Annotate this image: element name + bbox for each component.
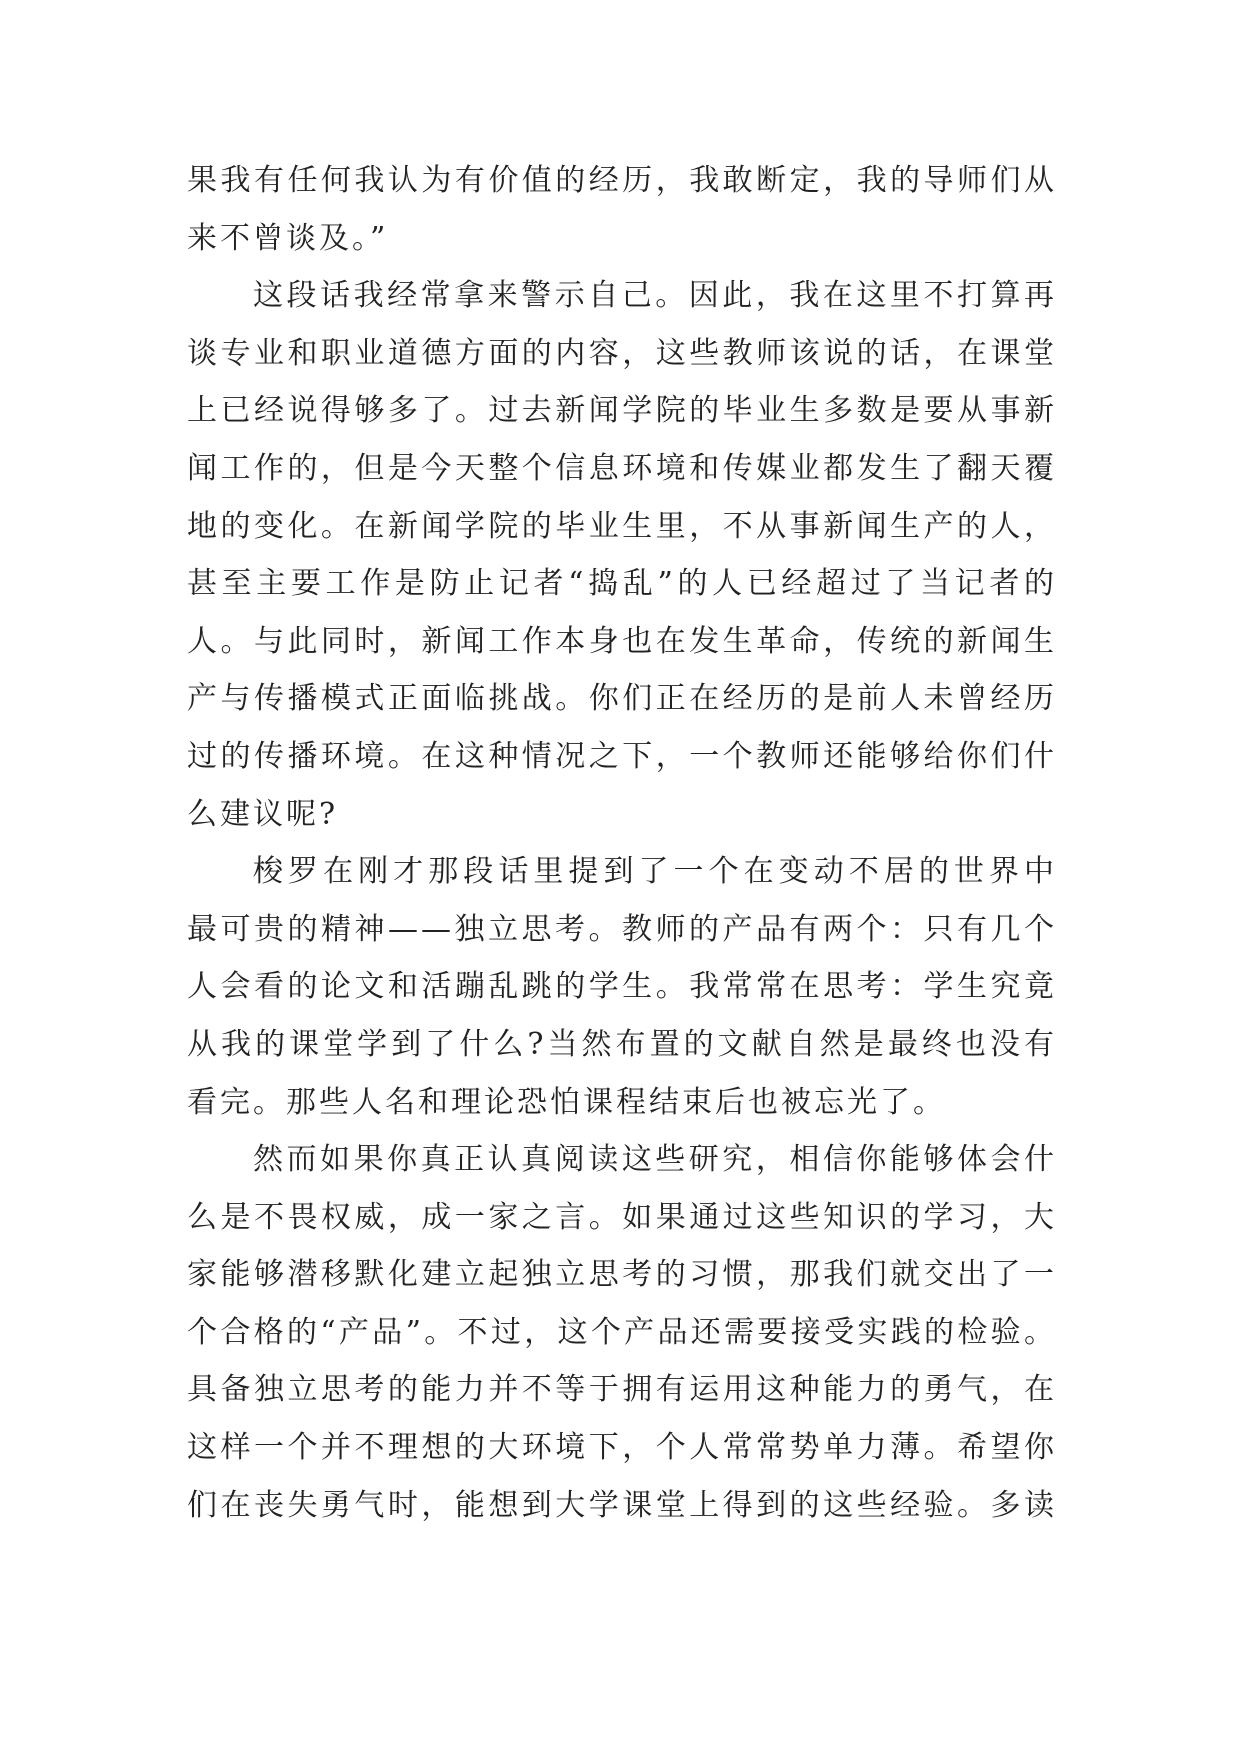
text-line: 果我有任何我认为有价值的经历，我敢断定，我的导师们从 (187, 163, 1057, 198)
text-line: 看完。那些人名和理论恐怕课程结束后也被忘光了。 (187, 1084, 946, 1120)
text-line: 来不曾谈及。” (187, 220, 389, 256)
text-line: 最可贵的精神——独立思考。教师的产品有两个：只有几个 (187, 911, 1057, 947)
text-line: 个合格的“产品”。不过，这个产品还需要接受实践的检验。 (187, 1314, 1057, 1350)
paragraph (187, 1131, 1057, 1534)
paragraph (187, 152, 1057, 267)
text-line: 地的变化。在新闻学院的毕业生里，不从事新闻生产的人， (187, 508, 1057, 544)
text-line: 人会看的论文和活蹦乱跳的学生。我常常在思考：学生究竟 (187, 969, 1057, 1005)
text-line: 这样一个并不理想的大环境下，个人常常势单力薄。希望你 (187, 1430, 1057, 1466)
paragraph (187, 843, 1057, 1131)
text-line: 这段话我经常拿来警示自己。因此，我在这里不打算再 (253, 278, 1057, 314)
text-line: 家能够潜移默化建立起独立思考的习惯，那我们就交出了一 (187, 1257, 1057, 1293)
text-line: 人。与此同时，新闻工作本身也在发生革命，传统的新闻生 (187, 623, 1057, 659)
text-line: 甚至主要工作是防止记者“捣乱”的人已经超过了当记者的 (187, 566, 1057, 602)
body-text (187, 152, 1057, 1534)
text-line: 上已经说得够多了。过去新闻学院的毕业生多数是要从事新 (187, 393, 1057, 429)
paragraph (187, 267, 1057, 843)
text-line: 梭罗在刚才那段话里提到了一个在变动不居的世界中 (253, 854, 1057, 890)
text-line: 么是不畏权威，成一家之言。如果通过这些知识的学习，大 (187, 1199, 1057, 1235)
text-line: 们在丧失勇气时，能想到大学课堂上得到的这些经验。多读 (187, 1487, 1057, 1523)
text-line: 么建议呢? (187, 796, 339, 832)
text-line: 然而如果你真正认真阅读这些研究，相信你能够体会什 (253, 1142, 1057, 1178)
text-line: 产与传播模式正面临挑战。你们正在经历的是前人未曾经历 (187, 681, 1057, 717)
text-line: 从我的课堂学到了什么?当然布置的文献自然是最终也没有 (187, 1026, 1057, 1062)
text-line: 具备独立思考的能力并不等于拥有运用这种能力的勇气，在 (187, 1372, 1057, 1408)
text-line: 过的传播环境。在这种情况之下，一个教师还能够给你们什 (187, 738, 1057, 774)
text-line: 闻工作的，但是今天整个信息环境和传媒业都发生了翻天覆 (187, 450, 1057, 486)
text-line: 谈专业和职业道德方面的内容，这些教师该说的话，在课堂 (187, 335, 1057, 371)
